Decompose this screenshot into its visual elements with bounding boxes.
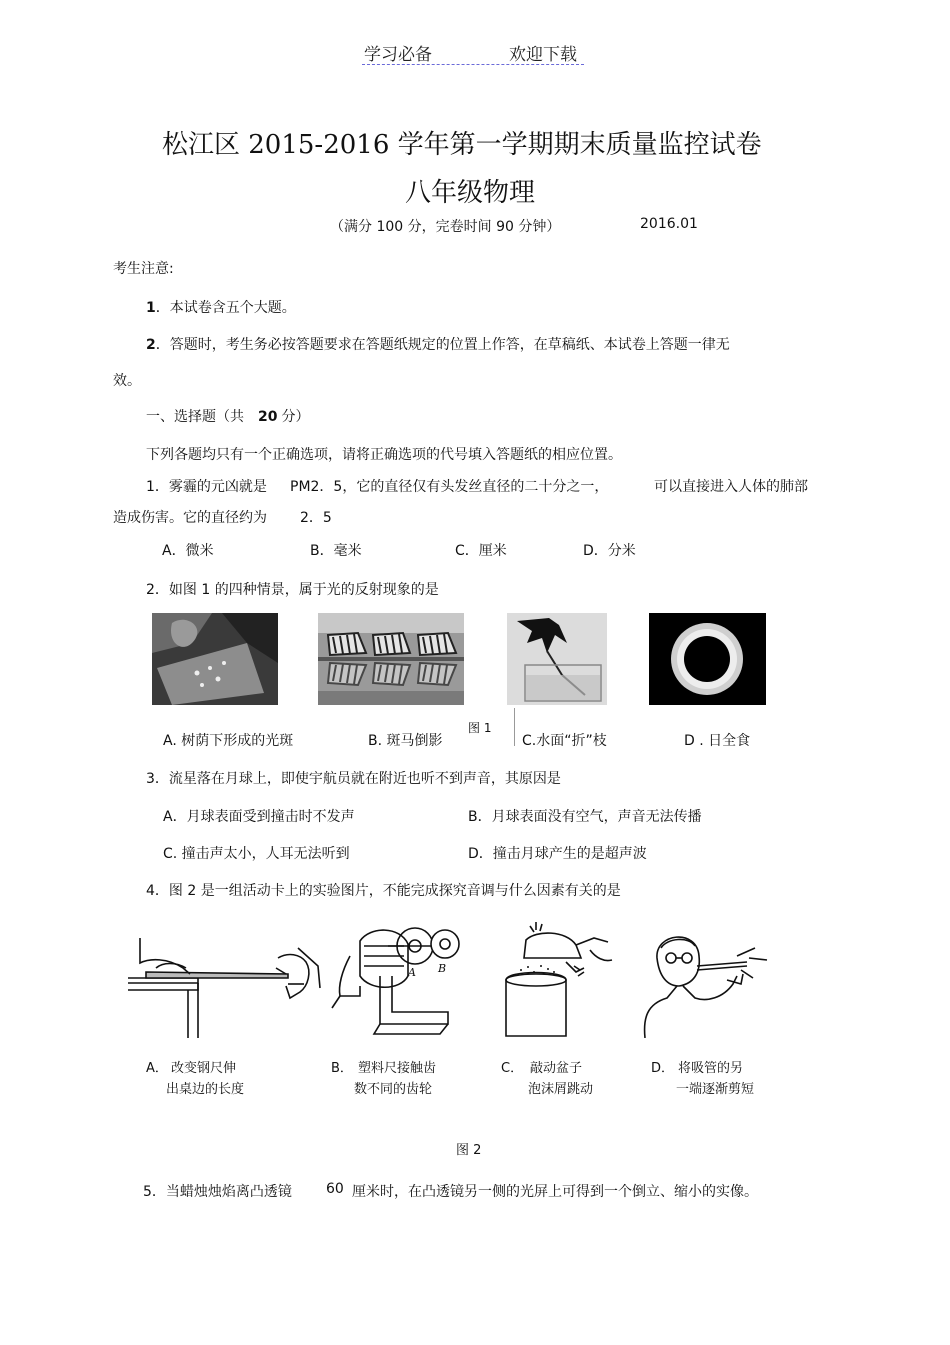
q4-option-d-line2: 一端逐渐剪短 (676, 1082, 755, 1097)
gear-label-a: A (408, 966, 416, 979)
q1-option-a: A．微米 (162, 543, 214, 559)
exam-title: 松江区 2015-2016 学年第一学期期末质量监控试卷 (162, 130, 762, 160)
q4-option-d-letter: D． (651, 1061, 675, 1076)
q2-stem: 2．如图 1 的四种情景，属于光的反射现象的是 (146, 582, 439, 598)
q1-line1-c: 可以直接进入人体的肺部 (654, 479, 808, 495)
straw-cutting-image (637, 918, 777, 1038)
q1-line2-a: 造成伤害。它的直径约为 (113, 510, 267, 526)
header-right: 欢迎下载 (509, 45, 577, 65)
q5-text-c: 厘米时，在凸透镜另一侧的光屏上可得到一个倒立、缩小的实像。 (352, 1184, 758, 1200)
section-1-title (146, 406, 309, 426)
gear-label-b: B (438, 962, 447, 975)
q4-option-a-line1: 改变钢尺伸 (171, 1061, 237, 1076)
q4-option-a-letter: A． (146, 1061, 168, 1076)
q3-option-a: A．月球表面受到撞击时不发声 (163, 809, 355, 825)
tree-shade-light-spots-image (152, 613, 278, 705)
note-2 (146, 334, 730, 354)
note-2-continued: 效。 (113, 373, 141, 389)
q1-option-c: C．厘米 (455, 543, 507, 559)
q4-stem: 4．图 2 是一组活动卡上的实验图片，不能完成探究音调与什么因素有关的是 (146, 883, 621, 899)
q4-option-c-letter: C． (501, 1061, 524, 1076)
basin-foam-image (496, 910, 616, 1038)
figure-2-label: 图 2 (456, 1143, 482, 1158)
q1-line1-b: PM2．5，它的直径仅有头发丝直径的二十分之一， (290, 479, 609, 495)
q3-option-c: C. 撞击声太小，人耳无法听到 (163, 846, 350, 862)
header-divider (362, 64, 584, 65)
q1-option-b: B．毫米 (310, 543, 362, 559)
q4-option-d-line1: 将吸管的另 (678, 1061, 744, 1076)
q1-line2-b: 2．5 (300, 510, 332, 526)
exam-info: （满分 100 分，完卷时间 90 分钟） (330, 219, 561, 235)
q2-option-c: C.水面“折”枝 (522, 733, 607, 749)
notes-heading: 考生注意: (113, 261, 174, 277)
total-solar-eclipse-image (649, 613, 766, 705)
q3-stem: 3．流星落在月球上，即使宇航员就在附近也听不到声音，其原因是 (146, 771, 561, 787)
q4-option-c-line2: 泡沫屑跳动 (528, 1082, 594, 1097)
steel-ruler-table-image (128, 928, 323, 1038)
section-1-points: 20 (258, 409, 278, 425)
note-1-number: 1 (146, 300, 156, 316)
q4-option-b-letter: B． (331, 1061, 353, 1076)
branch-in-water-image (507, 613, 607, 705)
note-1 (146, 297, 296, 317)
note-2-text: ．答题时，考生务必按答题要求在答题纸规定的位置上作答，在草稿纸、本试卷上答题一律无 (155, 337, 730, 353)
q1-option-d: D．分米 (583, 543, 636, 559)
note-2-number: 2 (146, 337, 156, 353)
zebra-reflection-image (318, 613, 464, 705)
note-1-text: ．本试卷含五个大题。 (155, 300, 296, 316)
q5-text-a: 5．当蜡烛烛焰离凸透镜 (143, 1184, 292, 1200)
q4-option-c-line1: 敲动盆子 (530, 1061, 583, 1076)
gear-wheels-ruler-image (330, 916, 470, 1041)
exam-date: 2016.01 (640, 216, 698, 232)
exam-subtitle: 八年级物理 (405, 178, 536, 208)
header-left: 学习必备 (364, 45, 432, 65)
q1-line1-a: 1．雾霾的元凶就是 (146, 479, 267, 495)
q3-option-b: B．月球表面没有空气，声音无法传播 (468, 809, 702, 825)
q2-option-b: B. 斑马倒影 (368, 733, 443, 749)
q4-option-b-line1: 塑料尺接触齿 (358, 1061, 437, 1076)
q5-text-b: 60 (326, 1181, 344, 1197)
q3-option-d: D．撞击月球产生的是超声波 (468, 846, 647, 862)
section-1-instruction: 下列各题均只有一个正确选项，请将正确选项的代号填入答题纸的相应位置。 (146, 447, 622, 463)
q2-option-d: D . 日全食 (684, 733, 751, 749)
q4-option-b-line2: 数不同的齿轮 (354, 1082, 433, 1097)
section-1-title-post: 分） (281, 409, 310, 425)
section-1-title-pre: 一、选择题（共 (146, 409, 244, 425)
q2-option-a: A. 树荫下形成的光斑 (163, 733, 294, 749)
q4-option-a-line2: 出桌边的长度 (166, 1082, 245, 1097)
figure-1-label: 图 1 (468, 721, 492, 735)
